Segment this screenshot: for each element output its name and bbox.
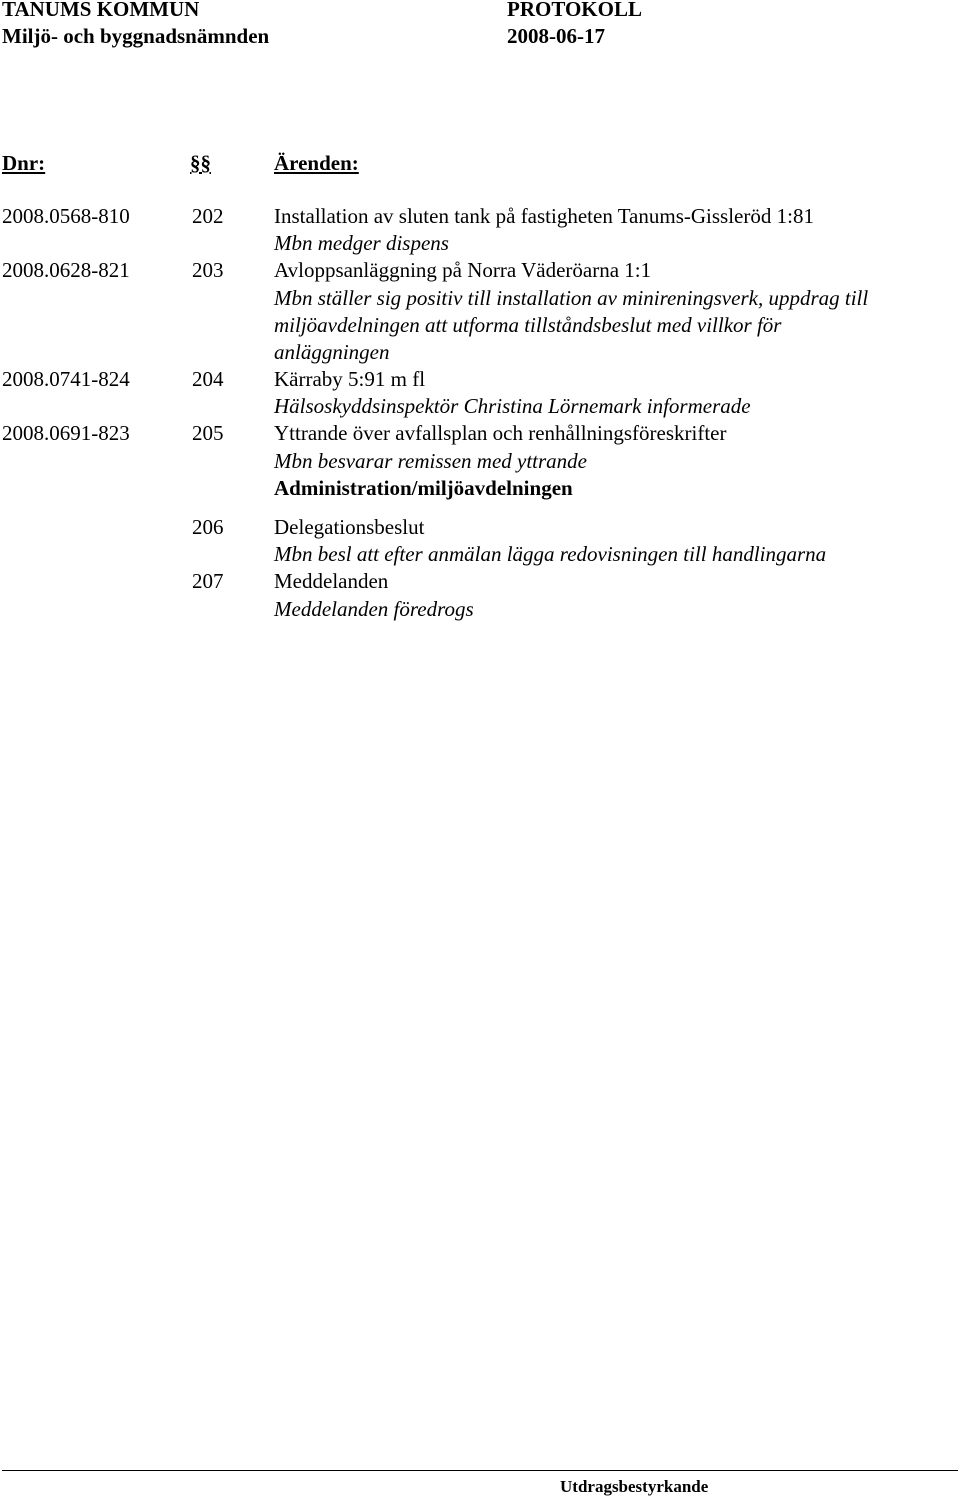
- item-paragraph: 207: [192, 569, 224, 593]
- document-type: PROTOKOLL: [507, 0, 642, 21]
- item-decision-line: Mbn besl att efter anmälan lägga redovisningen till handlingarna: [274, 542, 827, 566]
- item-title: Delegationsbeslut: [274, 515, 425, 539]
- item-decision-line: Hälsoskyddsinspektör Christina Lörnemark informerade: [274, 394, 751, 418]
- item-dnr: 2008.0741-824: [2, 367, 130, 391]
- item-title: Yttrande över avfallsplan och renhållningsföreskrifter: [274, 421, 727, 445]
- item-decision-line: Mbn besvarar remissen med yttrande: [274, 449, 588, 473]
- item-decision-line: Meddelanden föredrogs: [274, 597, 474, 621]
- item-dnr: 2008.0568-810: [2, 204, 130, 228]
- item-paragraph: 205: [192, 421, 224, 445]
- item-title: Installation av sluten tank på fastigheten Tanums-Gissleröd 1:81: [274, 204, 814, 228]
- board-name: Miljö- och byggnadsnämnden: [2, 24, 270, 48]
- item-title: Avloppsanläggning på Norra Väderöarna 1:1: [274, 258, 652, 282]
- column-header-dnr: Dnr:: [2, 151, 46, 175]
- footer-divider: [2, 1470, 958, 1471]
- item-dnr: 2008.0691-823: [2, 421, 130, 445]
- item-dnr: 2008.0628-821: [2, 258, 130, 282]
- item-paragraph: 203: [192, 258, 224, 282]
- item-paragraph: 202: [192, 204, 224, 228]
- column-header-matters: Ärenden:: [274, 151, 359, 175]
- footer-certification-label: Utdragsbestyrkande: [560, 1477, 709, 1496]
- item-decision-line: miljöavdelningen att utforma tillståndsbeslut med villkor för: [274, 313, 782, 337]
- item-title: Meddelanden: [274, 569, 389, 593]
- item-paragraph: 204: [192, 367, 224, 391]
- item-distribution: Administration/miljöavdelningen: [274, 476, 573, 500]
- item-decision-line: Mbn ställer sig positiv till installation av minireningsverk, uppdrag till: [274, 286, 869, 310]
- item-decision-line: Mbn medger dispens: [274, 231, 449, 255]
- meeting-date: 2008-06-17: [507, 24, 605, 48]
- item-decision-line: anläggningen: [274, 340, 390, 364]
- organization-name: TANUMS KOMMUN: [2, 0, 200, 21]
- item-paragraph: 206: [192, 515, 224, 539]
- column-header-paragraph: §§: [190, 151, 211, 175]
- item-title: Kärraby 5:91 m fl: [274, 367, 426, 391]
